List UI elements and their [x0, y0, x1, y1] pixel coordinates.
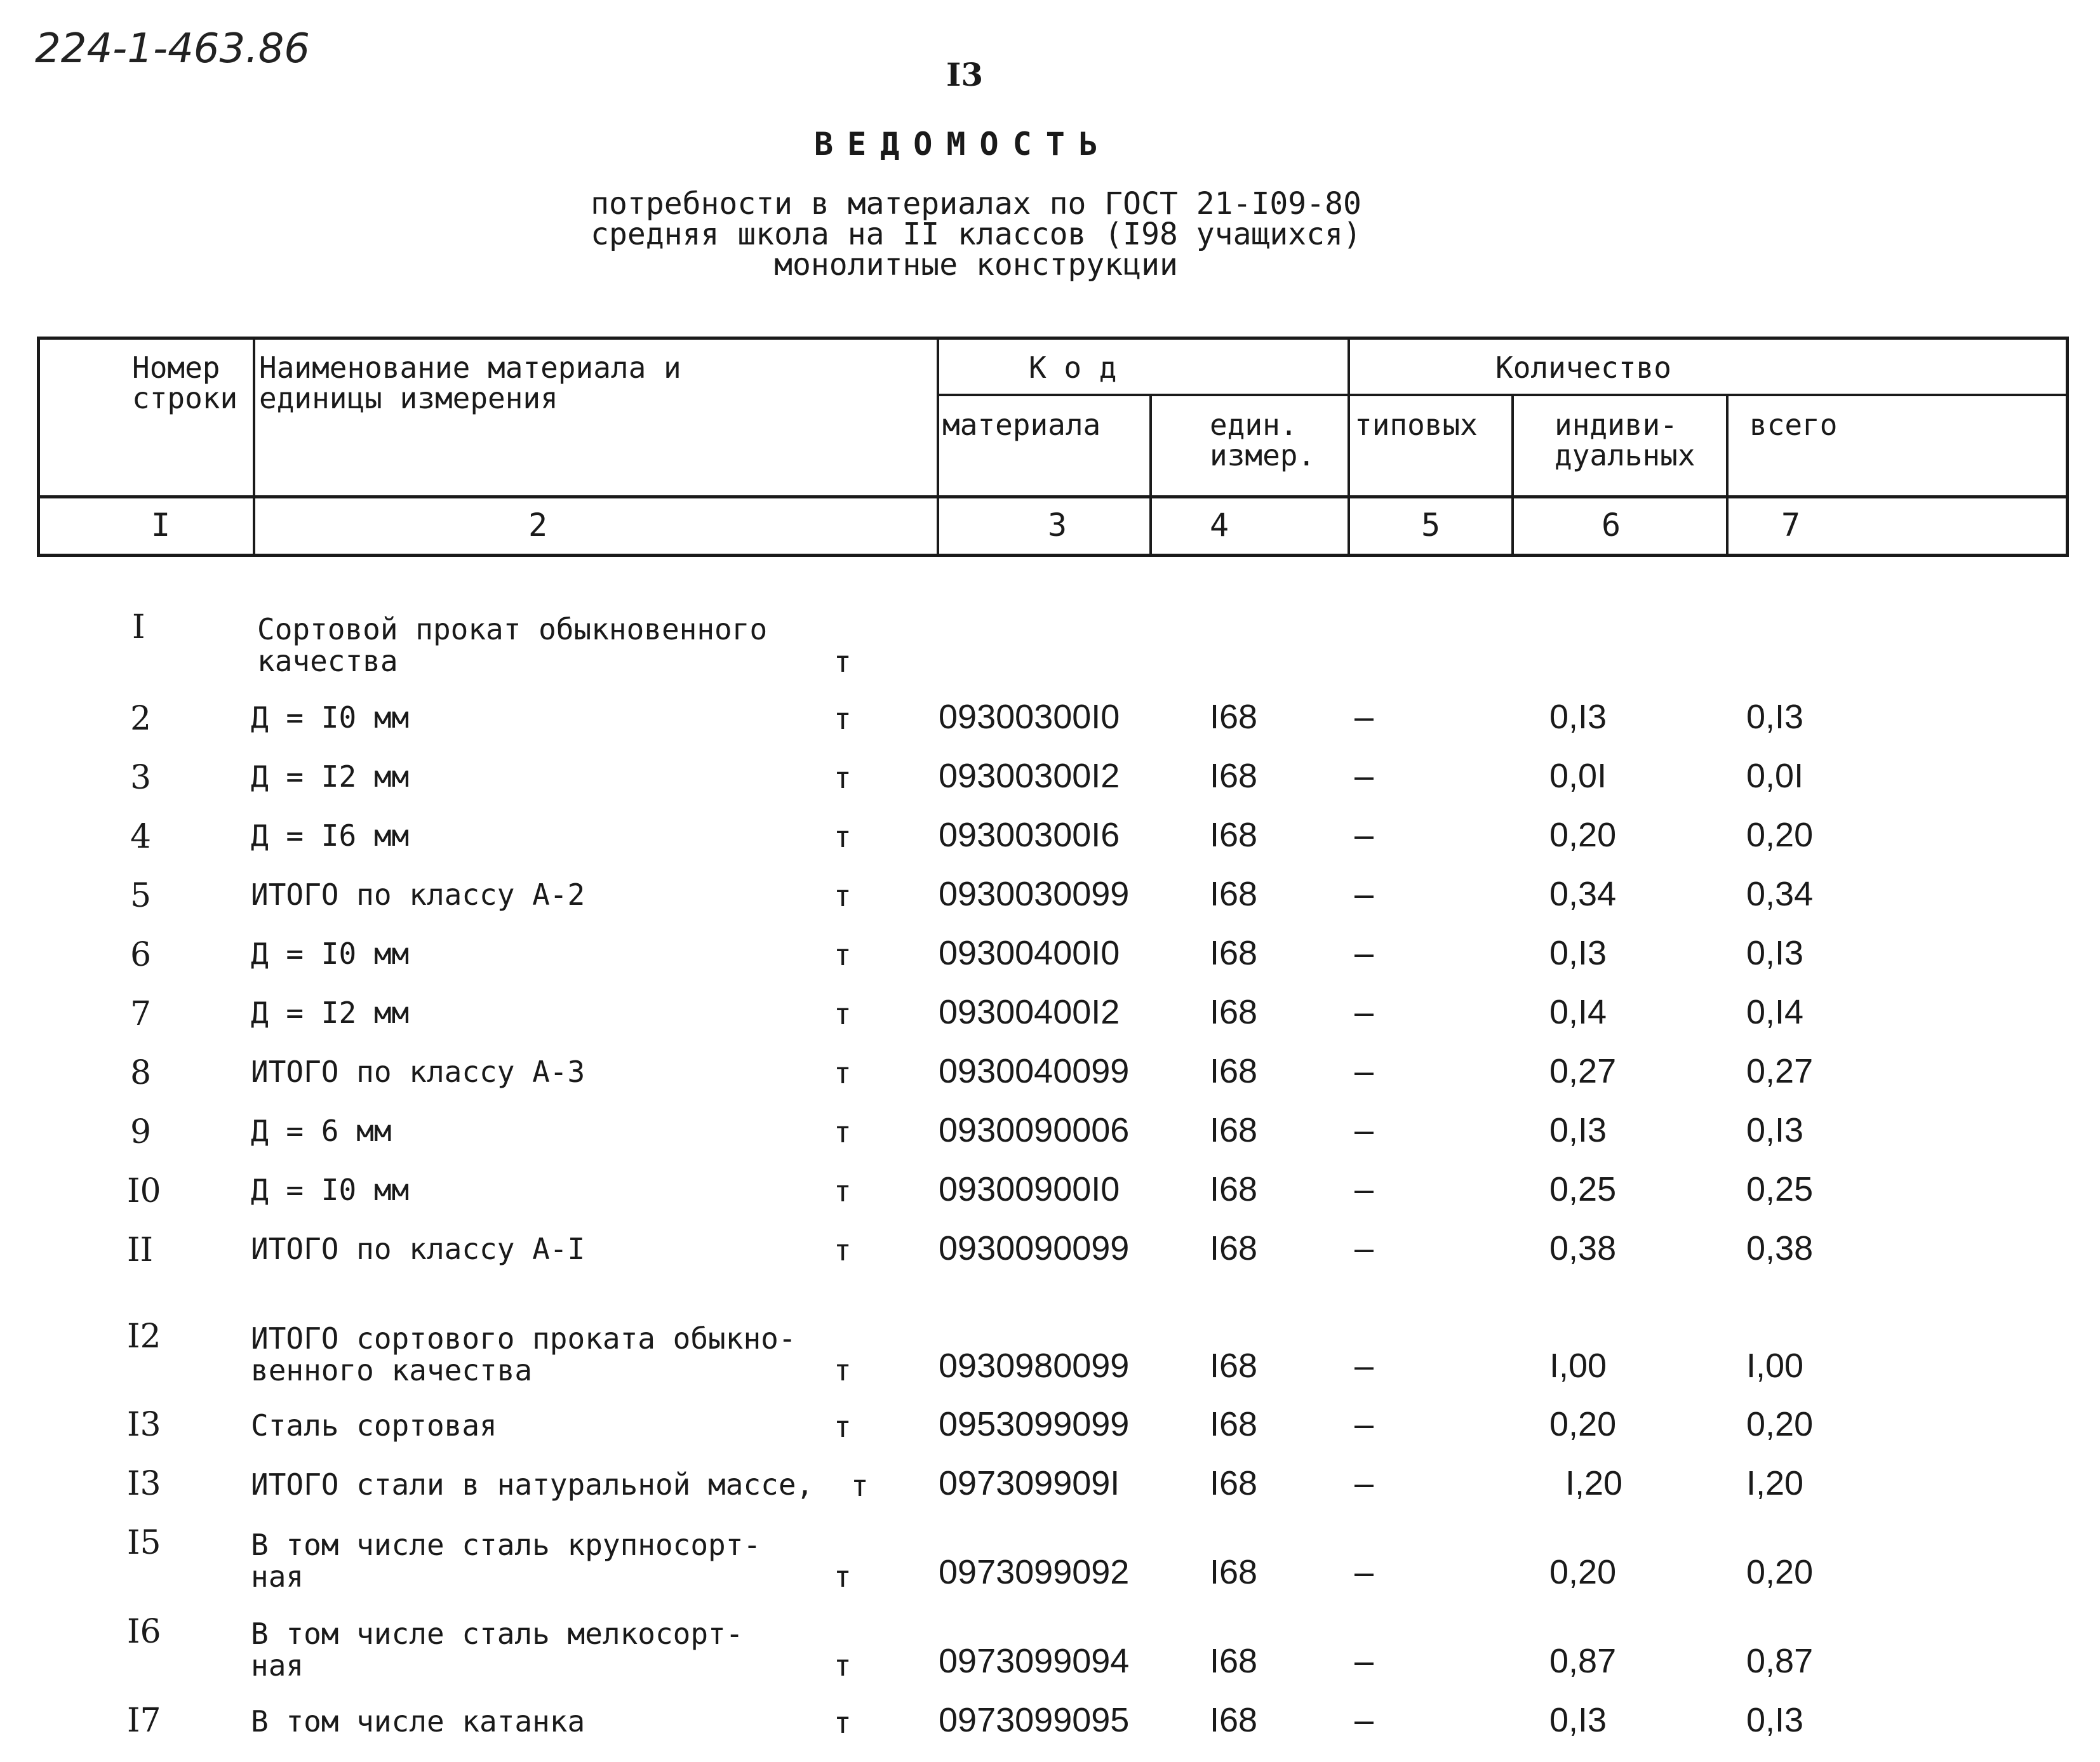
qty-typical: – [1354, 757, 1374, 795]
qty-total: 0,34 [1746, 875, 1814, 913]
header-vline-2 [937, 337, 939, 557]
qty-total: 0,27 [1746, 1052, 1814, 1090]
unit: т [834, 1233, 852, 1267]
qty-individual: 0,I3 [1549, 934, 1607, 972]
unit: т [834, 1705, 852, 1740]
material-code: 0930090006 [939, 1111, 1130, 1149]
material-code: 0930980099 [939, 1347, 1130, 1385]
unit-code: I68 [1210, 875, 1258, 913]
material-name: ИТОГО по классу А-2 [251, 878, 585, 912]
unit-code: I68 [1210, 1229, 1258, 1267]
material-code: 0930090099 [939, 1229, 1130, 1267]
qty-total: 0,20 [1746, 1553, 1814, 1591]
qty-total: 0,38 [1746, 1229, 1814, 1267]
qty-typical: – [1354, 934, 1374, 972]
material-name: Д = I0 мм [251, 937, 410, 971]
unit-code: I68 [1210, 1642, 1258, 1680]
header-code-unit: един. измер. [1210, 408, 1316, 472]
header-qty-individual: индиви- дуальных [1555, 408, 1695, 472]
material-name: Сталь сортовая [251, 1408, 497, 1443]
header-qty-typical: типовых [1354, 408, 1478, 442]
qty-individual: 0,I3 [1549, 1701, 1607, 1739]
row-number: I5 [127, 1524, 161, 1562]
unit-code: I68 [1210, 934, 1258, 972]
unit: т [834, 997, 852, 1031]
row-number: 3 [130, 759, 152, 797]
unit-code: I68 [1210, 1111, 1258, 1149]
qty-typical: – [1354, 1464, 1374, 1502]
unit: т [834, 1056, 852, 1090]
material-name: В том числе катанка [251, 1704, 585, 1739]
unit-code: I68 [1210, 1464, 1258, 1502]
material-code: 0973099092 [939, 1553, 1130, 1591]
header-vline-0 [37, 337, 40, 557]
material-code: 0930040099 [939, 1052, 1130, 1090]
material-name: В том числе сталь крупносорт- ная [251, 1528, 761, 1594]
qty-total: 0,20 [1746, 816, 1814, 854]
unit: т [834, 938, 852, 972]
material-code: 09300900I0 [939, 1170, 1120, 1208]
row-number: I6 [127, 1613, 161, 1651]
qty-total: 0,I3 [1746, 934, 1804, 972]
material-name: Д = I0 мм [251, 700, 410, 735]
qty-total: I,00 [1746, 1347, 1804, 1385]
material-code: 09300300I2 [939, 757, 1120, 795]
page-number: I3 [946, 56, 984, 93]
material-code: 09300400I2 [939, 993, 1120, 1031]
column-number-5: 5 [1421, 507, 1441, 544]
unit: т [834, 1410, 852, 1444]
qty-typical: – [1354, 875, 1374, 913]
unit: т [834, 879, 852, 913]
qty-individual: 0,I3 [1549, 698, 1607, 736]
column-number-1: I [151, 507, 171, 544]
material-name: Д = I6 мм [251, 818, 410, 853]
qty-typical: – [1354, 1642, 1374, 1680]
unit-code: I68 [1210, 1701, 1258, 1739]
qty-typical: – [1354, 816, 1374, 854]
material-code: 0953099099 [939, 1405, 1130, 1443]
qty-individual: 0,0I [1549, 757, 1607, 795]
header-vline-3 [1149, 394, 1152, 557]
unit: т [834, 820, 852, 854]
unit-code: I68 [1210, 698, 1258, 736]
qty-individual: 0,20 [1549, 1553, 1617, 1591]
material-code: 09300400I0 [939, 934, 1120, 972]
qty-individual: 0,20 [1549, 816, 1617, 854]
unit-code: I68 [1210, 1052, 1258, 1090]
qty-typical: – [1354, 1229, 1374, 1267]
row-number: I3 [127, 1406, 161, 1444]
qty-total: 0,I4 [1746, 993, 1804, 1031]
qty-typical: – [1354, 1553, 1374, 1591]
header-bottom-border [37, 554, 2069, 557]
material-name: Д = I2 мм [251, 759, 410, 794]
row-number: I2 [127, 1318, 161, 1356]
header-vline-1 [253, 337, 255, 557]
qty-total: 0,I3 [1746, 1111, 1804, 1149]
qty-individual: 0,I4 [1549, 993, 1607, 1031]
unit: т [834, 761, 852, 795]
material-code: 097309909I [939, 1464, 1120, 1502]
qty-total: 0,0I [1746, 757, 1804, 795]
column-number-3: 3 [1048, 507, 1067, 544]
row-number: I7 [127, 1702, 161, 1740]
material-name: ИТОГО стали в натуральной массе, [251, 1467, 814, 1502]
row-number: 2 [130, 700, 152, 738]
unit-code: I68 [1210, 757, 1258, 795]
qty-typical: – [1354, 1347, 1374, 1385]
material-code: 0973099095 [939, 1701, 1130, 1739]
column-number-2: 2 [528, 507, 548, 544]
row-number: I0 [127, 1172, 161, 1210]
row-number: 8 [130, 1054, 152, 1092]
row-number: 7 [130, 995, 152, 1033]
qty-individual: I,20 [1565, 1464, 1623, 1502]
column-number-6: 6 [1602, 507, 1621, 544]
unit-code: I68 [1210, 1405, 1258, 1443]
document-subtitle-line-1: потребности в материалах по ГОСТ 21-I09-80 [591, 186, 1361, 222]
row-number: 4 [130, 818, 152, 856]
column-number-7: 7 [1781, 507, 1801, 544]
document-subtitle-line-2: средняя школа на II классов (I98 учащихся) [591, 217, 1361, 252]
material-name: Д = I2 мм [251, 996, 410, 1030]
qty-individual: 0,87 [1549, 1642, 1617, 1680]
header-material-name: Наименование материала и единицы измерения [259, 350, 681, 415]
material-code: 0930030099 [939, 875, 1130, 913]
material-name: В том числе сталь мелкосорт- ная [251, 1617, 744, 1683]
unit: т [834, 1648, 852, 1683]
header-vline-4 [1348, 337, 1350, 557]
header-vline-6 [1726, 394, 1729, 557]
unit: т [851, 1469, 869, 1503]
unit: т [834, 1115, 852, 1149]
qty-individual: 0,27 [1549, 1052, 1617, 1090]
unit: т [834, 1353, 852, 1387]
unit-code: I68 [1210, 993, 1258, 1031]
qty-typical: – [1354, 698, 1374, 736]
header-vline-5 [1511, 394, 1514, 557]
qty-typical: – [1354, 1111, 1374, 1149]
qty-typical: – [1354, 1170, 1374, 1208]
qty-total: 0,25 [1746, 1170, 1814, 1208]
material-name: ИТОГО по классу А-3 [251, 1055, 585, 1089]
header-mid-border [37, 495, 2069, 498]
unit: т [834, 1559, 852, 1594]
unit-code: I68 [1210, 1553, 1258, 1591]
material-name: Д = 6 мм [251, 1114, 392, 1148]
document-subtitle-line-3: монолитные конструкции [774, 247, 1178, 283]
header-sub-border [937, 394, 2069, 396]
column-number-4: 4 [1210, 507, 1229, 544]
row-number: 5 [130, 877, 152, 915]
qty-individual: 0,38 [1549, 1229, 1617, 1267]
qty-individual: I,00 [1549, 1347, 1607, 1385]
document-number: 224-1-463.86 [35, 25, 310, 72]
qty-individual: 0,34 [1549, 875, 1617, 913]
unit-code: I68 [1210, 816, 1258, 854]
qty-total: 0,20 [1746, 1405, 1814, 1443]
material-name: ИТОГО по классу А-I [251, 1232, 585, 1266]
material-name: Д = I0 мм [251, 1173, 410, 1207]
unit: т [834, 1174, 852, 1208]
unit: т [834, 702, 852, 736]
row-number: 9 [130, 1113, 152, 1151]
header-code: К о д [1029, 350, 1117, 385]
qty-total: 0,87 [1746, 1642, 1814, 1680]
header-vline-7 [2066, 337, 2069, 557]
material-code: 09300300I6 [939, 816, 1120, 854]
material-code: 0973099094 [939, 1642, 1130, 1680]
qty-typical: – [1354, 993, 1374, 1031]
row-number: I3 [127, 1465, 161, 1503]
document-title: ВЕДОМОСТЬ [814, 126, 1112, 163]
qty-typical: – [1354, 1701, 1374, 1739]
row-number: I [132, 608, 145, 646]
unit: т [834, 644, 852, 679]
qty-typical: – [1354, 1405, 1374, 1443]
header-quantity: Количество [1495, 350, 1671, 385]
qty-typical: – [1354, 1052, 1374, 1090]
material-code: 09300300I0 [939, 698, 1120, 736]
material-name: Сортовой прокат обыкновенного качества [257, 612, 768, 678]
material-name: ИТОГО сортового проката обыкно- венного качества [251, 1321, 796, 1387]
unit-code: I68 [1210, 1170, 1258, 1208]
qty-individual: 0,20 [1549, 1405, 1617, 1443]
qty-individual: 0,I3 [1549, 1111, 1607, 1149]
qty-total: 0,I3 [1746, 1701, 1804, 1739]
qty-total: 0,I3 [1746, 698, 1804, 736]
row-number: II [127, 1231, 154, 1269]
header-top-border [37, 337, 2069, 340]
header-qty-total: всего [1749, 408, 1838, 442]
row-number: 6 [130, 936, 152, 974]
header-code-material: материала [942, 408, 1101, 442]
header-row-number: Номер строки [132, 350, 238, 415]
qty-total: I,20 [1746, 1464, 1804, 1502]
qty-individual: 0,25 [1549, 1170, 1617, 1208]
unit-code: I68 [1210, 1347, 1258, 1385]
